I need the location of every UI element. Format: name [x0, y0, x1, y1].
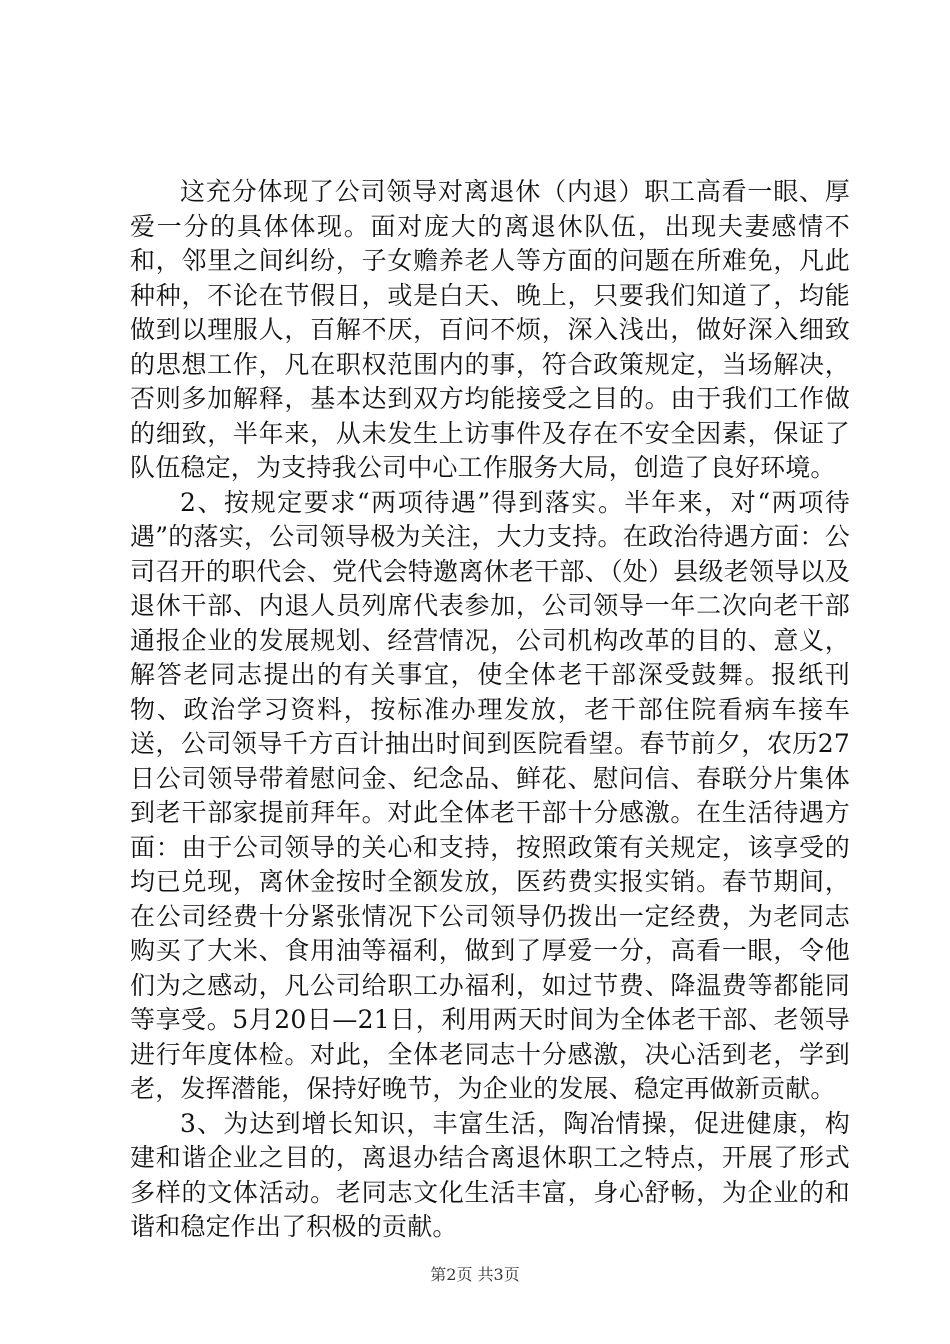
paragraph-2: 2、按规定要求“两项待遇”得到落实。半年来，对“两项待遇”的落实，公司领导极为关注，大力支持。在政治待遇方面：公司召开的职代会、党代会特邀离休老干部、（处）县级老领导以及退休干部、内退人员列席代表参加，公司领导一年二次向老干部通报企业的发展规划、经营情况，公司机构改革的目的、意义，解答老同志提出的有关事宜，使全体老干部深受鼓舞。报纸刊物、政治学习资料，按标准办理发放，老干部住院看病车接车送，公司领导千方百计抽出时间到医院看望。春节前夕，农历27日公司领导带着慰问金、纪念品、鲜花、慰问信、春联分片集体到老干部家提前拜年。对此全体老干部十分感激。在生活待遇方面：由于公司领导的关心和支持，按照政策有关规定，该享受的均已兑现，离休金按时全额发放，医药费实报实销。春节期间，在公司经费十分紧张情况下公司领导仍拨出一定经费，为老同志购买了大米、食用油等福利，做到了厚爱一分，高看一眼，令他们为之感动，凡公司给职工办福利，如过节费、降温费等都能同等享受。5月20日—21日，利用两天时间为全体老干部、老领导进行年度体检。对此，全体老同志十分感激，决心活到老，学到老，发挥潜能，保持好晚节，为企业的发展、稳定再做新贡献。 [130, 487, 850, 1103]
document-body [130, 175, 850, 1245]
paragraph-3: 3、为达到增长知识，丰富生活，陶冶情操，促进健康，构建和谐企业之目的，离退办结合离退休职工之特点，开展了形式多样的文体活动。老同志文化生活丰富，身心舒畅，为企业的和谐和稳定作出了积极的贡献。 [130, 1108, 850, 1241]
paragraph-1: 这充分体现了公司领导对离退休（内退）职工高看一眼、厚爱一分的具体体现。面对庞大的离退休队伍，出现夫妻感情不和，邻里之间纠纷，子女赡养老人等方面的问题在所难免，凡此种种，不论在节假日，或是白天、晚上，只要我们知道了，均能做到以理服人，百解不厌，百问不烦，深入浅出，做好深入细致的思想工作，凡在职权范围内的事，符合政策规定，当场解决，否则多加解释，基本达到双方均能接受之目的。由于我们工作做的细致，半年来，从未发生上访事件及存在不安全因素，保证了队伍稳定，为支持我公司中心工作服务大局，创造了良好环境。 [130, 177, 850, 482]
page-number-footer: 第2页 共3页 [430, 1265, 520, 1284]
